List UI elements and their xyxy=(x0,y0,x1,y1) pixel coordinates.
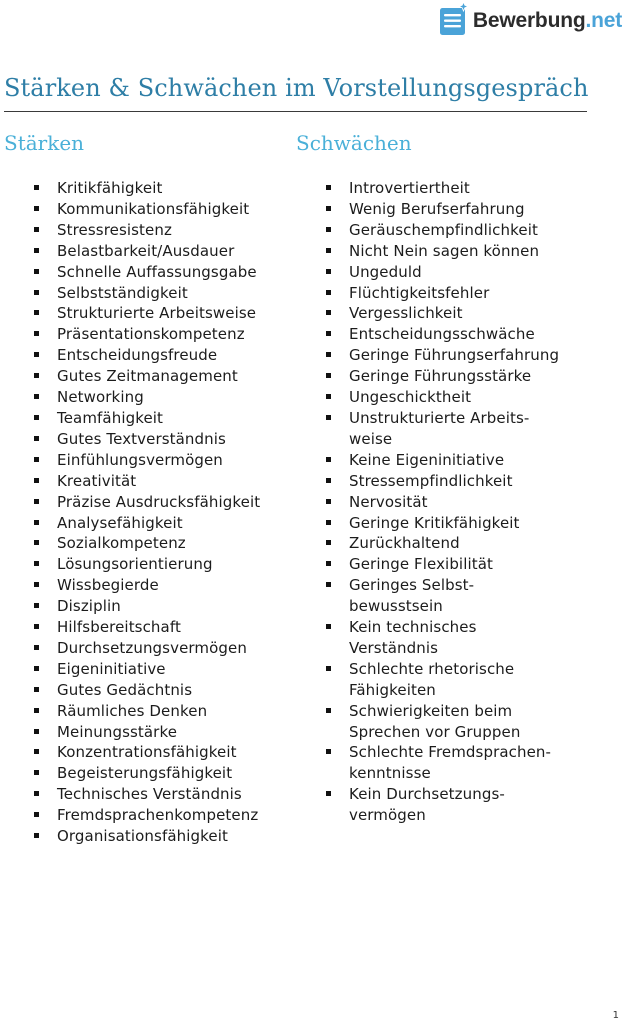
weakness-item: Nervosität xyxy=(326,492,606,513)
page-title: Stärken & Schwächen im Vorstellungsgespräch xyxy=(4,74,589,102)
weakness-item: Geringes Selbst- bewusstsein xyxy=(326,575,606,617)
strength-item: Kreativität xyxy=(34,471,289,492)
strength-item: Räumliches Denken xyxy=(34,701,289,722)
strength-item: Technisches Verständnis xyxy=(34,784,289,805)
weakness-item: Entscheidungsschwäche xyxy=(326,324,606,345)
strength-item: Präzise Ausdrucksfähigkeit xyxy=(34,492,289,513)
weaknesses-list xyxy=(326,178,606,826)
strength-item: Gutes Gedächtnis xyxy=(34,680,289,701)
weakness-item: Keine Eigeninitiative xyxy=(326,450,606,471)
strength-item: Wissbegierde xyxy=(34,575,289,596)
strength-item: Lösungsorientierung xyxy=(34,554,289,575)
weakness-item: Nicht Nein sagen können xyxy=(326,241,606,262)
title-divider xyxy=(4,111,587,112)
weakness-item: Kein Durchsetzungs- vermögen xyxy=(326,784,606,826)
weakness-item: Schlechte Fremdsprachen- kenntnisse xyxy=(326,742,606,784)
strength-item: Präsentationskompetenz xyxy=(34,324,289,345)
weakness-item: Stressempfindlichkeit xyxy=(326,471,606,492)
strength-item: Networking xyxy=(34,387,289,408)
weakness-item: Geringe Kritikfähigkeit xyxy=(326,513,606,534)
strength-item: Stressresistenz xyxy=(34,220,289,241)
brand-wordmark xyxy=(473,9,622,33)
strength-item: Gutes Textverständnis xyxy=(34,429,289,450)
strength-item: Organisationsfähigkeit xyxy=(34,826,289,847)
strength-item: Fremdsprachenkompetenz xyxy=(34,805,289,826)
brand-logo xyxy=(439,2,622,36)
weakness-item: Unstrukturierte Arbeits- weise xyxy=(326,408,606,450)
strength-item: Disziplin xyxy=(34,596,289,617)
weakness-item: Introvertiertheit xyxy=(326,178,606,199)
weakness-item: Schlechte rhetorische Fähigkeiten xyxy=(326,659,606,701)
weaknesses-heading: Schwächen xyxy=(296,131,412,155)
weakness-item: Vergesslichkeit xyxy=(326,303,606,324)
strength-item: Belastbarkeit/Ausdauer xyxy=(34,241,289,262)
strength-item: Konzentrationsfähigkeit xyxy=(34,742,289,763)
page-number: 1 xyxy=(612,1010,619,1021)
strengths-heading: Stärken xyxy=(4,131,85,155)
strengths-list xyxy=(34,178,289,847)
weakness-item: Kein technisches Verständnis xyxy=(326,617,606,659)
weakness-item: Schwierigkeiten beim Sprechen vor Gruppen xyxy=(326,701,606,743)
strength-item: Schnelle Auffassungsgabe xyxy=(34,262,289,283)
weakness-item: Geringe Führungserfahrung xyxy=(326,345,606,366)
strength-item: Kommunikationsfähigkeit xyxy=(34,199,289,220)
strength-item: Strukturierte Arbeitsweise xyxy=(34,303,289,324)
weakness-item: Geringe Flexibilität xyxy=(326,554,606,575)
strength-item: Einfühlungsvermögen xyxy=(34,450,289,471)
brand-tld: .net xyxy=(585,8,622,32)
strength-item: Selbstständigkeit xyxy=(34,283,289,304)
strength-item: Hilfsbereitschaft xyxy=(34,617,289,638)
weakness-item: Flüchtigkeitsfehler xyxy=(326,283,606,304)
strength-item: Begeisterungsfähigkeit xyxy=(34,763,289,784)
weakness-item: Zurückhaltend xyxy=(326,533,606,554)
weakness-item: Geringe Führungsstärke xyxy=(326,366,606,387)
weakness-item: Geräuschempfindlichkeit xyxy=(326,220,606,241)
strength-item: Meinungsstärke xyxy=(34,722,289,743)
strength-item: Sozialkompetenz xyxy=(34,533,289,554)
weakness-item: Ungeschicktheit xyxy=(326,387,606,408)
weakness-item: Ungeduld xyxy=(326,262,606,283)
weakness-item: Wenig Berufserfahrung xyxy=(326,199,606,220)
document-sparkle-icon xyxy=(439,2,469,36)
strength-item: Gutes Zeitmanagement xyxy=(34,366,289,387)
strength-item: Entscheidungsfreude xyxy=(34,345,289,366)
strength-item: Teamfähigkeit xyxy=(34,408,289,429)
strength-item: Kritikfähigkeit xyxy=(34,178,289,199)
strength-item: Durchsetzungsvermögen xyxy=(34,638,289,659)
strength-item: Analysefähigkeit xyxy=(34,513,289,534)
brand-name: Bewerbung xyxy=(472,8,586,32)
strength-item: Eigeninitiative xyxy=(34,659,289,680)
